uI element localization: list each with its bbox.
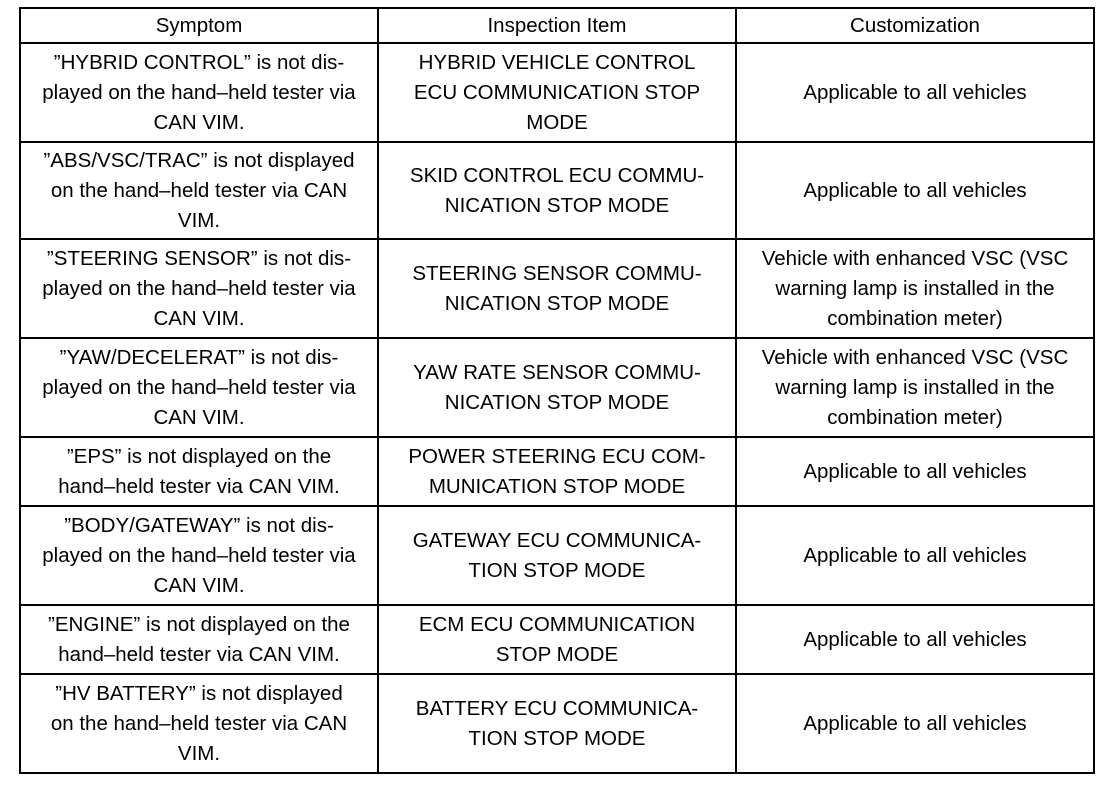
table-row — [20, 142, 1094, 239]
customization-cell: Applicable to all vehicles — [736, 506, 1094, 605]
inspection-item-cell: YAW RATE SENSOR COMMU- NICATION STOP MODE — [378, 338, 736, 437]
table-row — [20, 506, 1094, 605]
column-header-symptom: Symptom — [20, 8, 378, 43]
customization-cell: Applicable to all vehicles — [736, 605, 1094, 674]
column-header-inspection-item: Inspection Item — [378, 8, 736, 43]
table-row — [20, 437, 1094, 506]
column-header-customization: Customization — [736, 8, 1094, 43]
customization-cell: Applicable to all vehicles — [736, 674, 1094, 773]
inspection-item-cell: BATTERY ECU COMMUNICA- TION STOP MODE — [378, 674, 736, 773]
inspection-item-cell: SKID CONTROL ECU COMMU- NICATION STOP MODE — [378, 142, 736, 239]
customization-cell: Applicable to all vehicles — [736, 142, 1094, 239]
table-row — [20, 674, 1094, 773]
inspection-item-cell: POWER STEERING ECU COM- MUNICATION STOP MODE — [378, 437, 736, 506]
symptom-cell: ”YAW/DECELERAT” is not dis- played on the hand–held tester via CAN VIM. — [20, 338, 378, 437]
customization-cell: Vehicle with enhanced VSC (VSC warning lamp is installed in the combination meter) — [736, 239, 1094, 338]
table-row — [20, 239, 1094, 338]
symptom-cell: ”ABS/VSC/TRAC” is not displayed on the hand–held tester via CAN VIM. — [20, 142, 378, 239]
customization-cell: Applicable to all vehicles — [736, 437, 1094, 506]
inspection-item-cell: GATEWAY ECU COMMUNICA- TION STOP MODE — [378, 506, 736, 605]
table-row — [20, 43, 1094, 142]
inspection-item-cell: STEERING SENSOR COMMU- NICATION STOP MODE — [378, 239, 736, 338]
table-row — [20, 338, 1094, 437]
customization-cell: Applicable to all vehicles — [736, 43, 1094, 142]
inspection-table — [19, 7, 1095, 774]
symptom-cell: ”HYBRID CONTROL” is not dis- played on the hand–held tester via CAN VIM. — [20, 43, 378, 142]
symptom-cell: ”EPS” is not displayed on the hand–held tester via CAN VIM. — [20, 437, 378, 506]
inspection-item-cell: HYBRID VEHICLE CONTROL ECU COMMUNICATION STOP MODE — [378, 43, 736, 142]
table-row — [20, 605, 1094, 674]
symptom-cell: ”STEERING SENSOR” is not dis- played on the hand–held tester via CAN VIM. — [20, 239, 378, 338]
inspection-item-cell: ECM ECU COMMUNICATION STOP MODE — [378, 605, 736, 674]
customization-cell: Vehicle with enhanced VSC (VSC warning lamp is installed in the combination meter) — [736, 338, 1094, 437]
table-header-row — [20, 8, 1094, 43]
symptom-cell: ”HV BATTERY” is not displayed on the hand–held tester via CAN VIM. — [20, 674, 378, 773]
symptom-cell: ”ENGINE” is not displayed on the hand–held tester via CAN VIM. — [20, 605, 378, 674]
symptom-cell: ”BODY/GATEWAY” is not dis- played on the hand–held tester via CAN VIM. — [20, 506, 378, 605]
